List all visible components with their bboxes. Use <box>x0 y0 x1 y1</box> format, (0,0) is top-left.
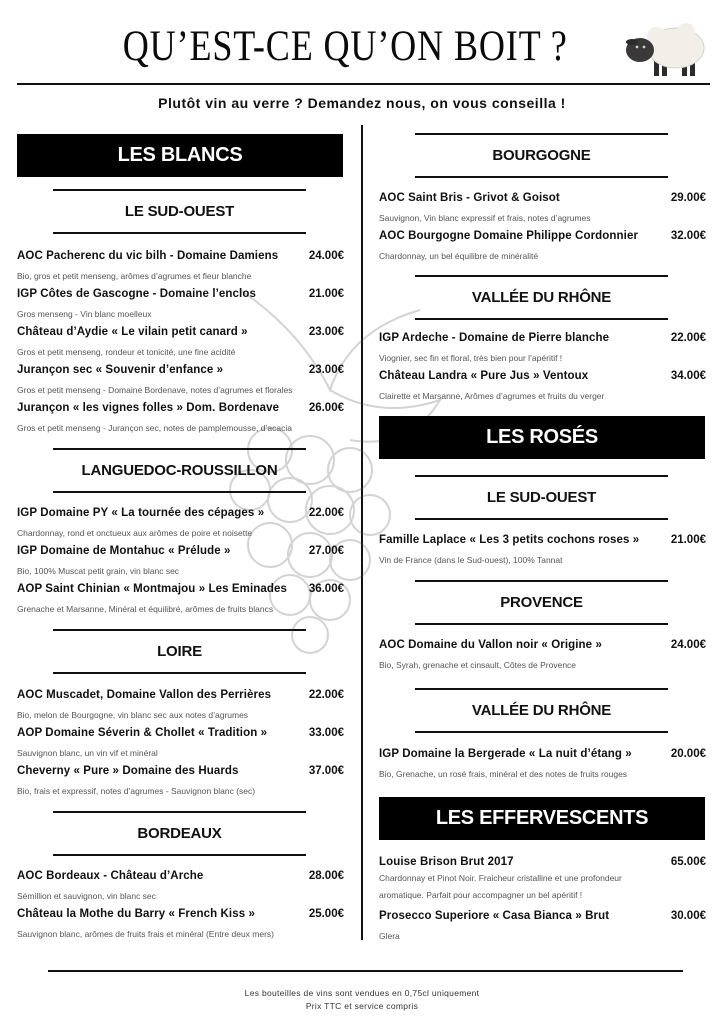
wine-description: Bio, gros et petit menseng, arômes d’agrumes et fleur blanche <box>17 271 252 281</box>
header-divider <box>17 83 710 85</box>
region-header-bordeaux <box>53 811 306 856</box>
wine-price: 36.00€ <box>308 583 344 595</box>
wine-item <box>17 870 344 905</box>
wine-name: Prosecco Superiore « Casa Bianca » Brut <box>379 910 610 922</box>
wine-price: 20.00€ <box>670 748 706 760</box>
wine-item <box>379 910 706 945</box>
wine-item <box>379 534 706 569</box>
wine-description: Gros menseng - Vin blanc moelleux <box>17 309 152 319</box>
wine-description: Vin de France (dans le Sud-ouest), 100% Tannat <box>379 555 563 565</box>
wine-price: 21.00€ <box>670 534 706 546</box>
page-title: QU’EST-CE QU’ON BOIT ? <box>122 23 568 70</box>
region-title: LANGUEDOC-ROUSSILLON <box>81 462 278 479</box>
wine-name: Jurançon « les vignes folles » Dom. Bordenave <box>17 402 280 414</box>
wine-description: Bio, Grenache, un rosé frais, minéral et des notes de fruits rouges <box>379 769 628 779</box>
wine-item <box>17 364 344 399</box>
wine-description: Chardonnay, un bel équilibre de minéralité <box>379 251 539 261</box>
wine-description: Chardonnay et Pinot Noir. Fraicheur cristalline et une profondeur aromatique. Parfait pour accompagner un bel apéritif ! <box>379 873 622 900</box>
wine-item <box>379 639 706 674</box>
region-title: VALLÉE DU RHÔNE <box>471 702 612 719</box>
wine-price: 29.00€ <box>670 192 706 204</box>
region-header-loire <box>53 629 306 674</box>
wine-price: 37.00€ <box>308 765 344 777</box>
wine-item <box>379 192 706 227</box>
wine-price: 22.00€ <box>308 507 344 519</box>
wine-item <box>17 583 344 618</box>
region-title: BOURGOGNE <box>492 147 591 164</box>
wine-description: Sauvignon blanc, un vin vif et minéral <box>17 748 158 758</box>
footer-divider <box>48 970 683 972</box>
region-title: LE SUD-OUEST <box>124 203 235 220</box>
wine-price: 32.00€ <box>670 230 706 242</box>
wine-name: Château Landra « Pure Jus » Ventoux <box>379 370 589 382</box>
column-divider <box>361 125 363 940</box>
wine-description: Viognier, sec fin et floral, très bien pour l’apéritif ! <box>379 353 563 363</box>
wine-item <box>17 689 344 724</box>
region-header-sud-ouest-roses <box>415 475 668 520</box>
section-banner-blancs: LES BLANCS <box>17 134 343 177</box>
wine-name: IGP Côtes de Gascogne - Domaine l’enclos <box>17 288 256 300</box>
wine-price: 65.00€ <box>670 856 706 868</box>
footer-note-bottle-size: Les bouteilles de vins sont vendues en 0,75cl uniquement <box>244 988 480 998</box>
wine-name: Château la Mothe du Barry « French Kiss » <box>17 908 255 920</box>
wine-price: 34.00€ <box>670 370 706 382</box>
wine-description: Grenache et Marsanne, Minéral et équilibré, arômes de fruits blancs <box>17 604 274 614</box>
section-banner-roses: LES ROSÉS <box>379 416 705 459</box>
wine-price: 26.00€ <box>308 402 344 414</box>
wine-name: AOC Pacherenc du vic bilh - Domaine Damiens <box>17 250 279 262</box>
wine-name: AOC Muscadet, Domaine Vallon des Perrières <box>17 689 272 701</box>
wine-description: Sauvignon blanc, arômes de fruits frais et minéral (Entre deux mers) <box>17 929 275 939</box>
wine-description: Bio, Syrah, grenache et cinsault, Côtes de Provence <box>379 660 577 670</box>
wine-item <box>17 765 344 800</box>
region-header-rhone-blancs <box>415 275 668 320</box>
wine-price: 21.00€ <box>308 288 344 300</box>
wine-price: 23.00€ <box>308 364 344 376</box>
wine-description: Glera <box>379 931 400 941</box>
section-banner-effervescents: LES EFFERVESCENTS <box>379 797 705 840</box>
wine-item <box>17 727 344 762</box>
wine-description: Bio, frais et expressif, notes d’agrumes - Sauvignon blanc (sec) <box>17 786 256 796</box>
wine-description: Sémillion et sauvignon, vin blanc sec <box>17 891 156 901</box>
wine-description: Gros et petit menseng - Domaine Bordenave, notes d’agrumes et florales <box>17 385 293 395</box>
wine-name: Jurançon sec « Souvenir d’enfance » <box>17 364 224 376</box>
wine-price: 24.00€ <box>308 250 344 262</box>
wine-item <box>17 402 344 437</box>
wine-name: Famille Laplace « Les 3 petits cochons roses » <box>379 534 640 546</box>
wine-price: 24.00€ <box>670 639 706 651</box>
wine-item <box>379 370 706 405</box>
wine-name: Louise Brison Brut 2017 <box>379 856 514 868</box>
wine-description: Bio, melon de Bourgogne, vin blanc sec aux notes d’agrumes <box>17 710 249 720</box>
region-title: LOIRE <box>157 643 202 660</box>
subtitle: Plutôt vin au verre ? Demandez nous, on vous conseilla ! <box>158 95 566 111</box>
wine-name: IGP Domaine de Montahuc « Prélude » <box>17 545 231 557</box>
wine-price: 28.00€ <box>308 870 344 882</box>
wine-name: IGP Ardeche - Domaine de Pierre blanche <box>379 332 610 344</box>
region-title: BORDEAUX <box>137 825 222 842</box>
wine-description: Clairette et Marsanne, Arômes d’agrumes et fruits du verger <box>379 391 605 401</box>
wine-item <box>379 230 706 265</box>
wine-name: AOC Domaine du Vallon noir « Origine » <box>379 639 602 651</box>
wine-price: 23.00€ <box>308 326 344 338</box>
footer-note-prices: Prix TTC et service compris <box>305 1001 419 1011</box>
wine-item <box>17 507 344 542</box>
wine-price: 22.00€ <box>308 689 344 701</box>
wine-name: AOP Saint Chinian « Montmajou » Les Eminades <box>17 583 288 595</box>
wine-description: Sauvignon, Vin blanc expressif et frais, notes d’agrumes <box>379 213 591 223</box>
wine-item <box>17 250 344 285</box>
wine-item <box>379 332 706 367</box>
wine-price: 25.00€ <box>308 908 344 920</box>
wine-item <box>17 908 344 943</box>
region-header-rhone-roses <box>415 688 668 733</box>
region-title: LE SUD-OUEST <box>486 489 597 506</box>
wine-name: IGP Domaine la Bergerade « La nuit d’étang » <box>379 748 632 760</box>
wine-price: 30.00€ <box>670 910 706 922</box>
wine-name: AOC Saint Bris - Grivot & Goisot <box>379 192 560 204</box>
region-header-sud-ouest-blancs <box>53 189 306 234</box>
wine-price: 27.00€ <box>308 545 344 557</box>
wine-name: Cheverny « Pure » Domaine des Huards <box>17 765 239 777</box>
wine-item <box>379 748 706 783</box>
sheep-icon <box>616 14 706 80</box>
wine-price: 33.00€ <box>308 727 344 739</box>
wine-item <box>379 856 706 904</box>
wine-name: AOC Bordeaux - Château d’Arche <box>17 870 204 882</box>
region-header-bourgogne <box>415 133 668 178</box>
wine-description: Gros et petit menseng - Jurançon sec, notes de pamplemousse, d’acacia <box>17 423 292 433</box>
region-header-provence <box>415 580 668 625</box>
wine-description: Chardonnay, rond et onctueux aux arômes de poire et noisette <box>17 528 253 538</box>
region-title: VALLÉE DU RHÔNE <box>471 289 612 306</box>
wine-name: AOP Domaine Séverin & Chollet « Tradition » <box>17 727 268 739</box>
wine-item <box>17 288 344 323</box>
wine-price: 22.00€ <box>670 332 706 344</box>
wine-name: IGP Domaine PY « La tournée des cépages » <box>17 507 265 519</box>
region-title: PROVENCE <box>500 594 583 611</box>
wine-description: Gros et petit menseng, rondeur et tonicité, une fine acidité <box>17 347 236 357</box>
wine-name: Château d’Aydie « Le vilain petit canard » <box>17 326 248 338</box>
wine-item <box>17 545 344 580</box>
region-header-languedoc <box>53 448 306 493</box>
wine-item <box>17 326 344 361</box>
wine-description: Bio, 100% Muscat petit grain, vin blanc sec <box>17 566 180 576</box>
wine-name: AOC Bourgogne Domaine Philippe Cordonnier <box>379 230 639 242</box>
